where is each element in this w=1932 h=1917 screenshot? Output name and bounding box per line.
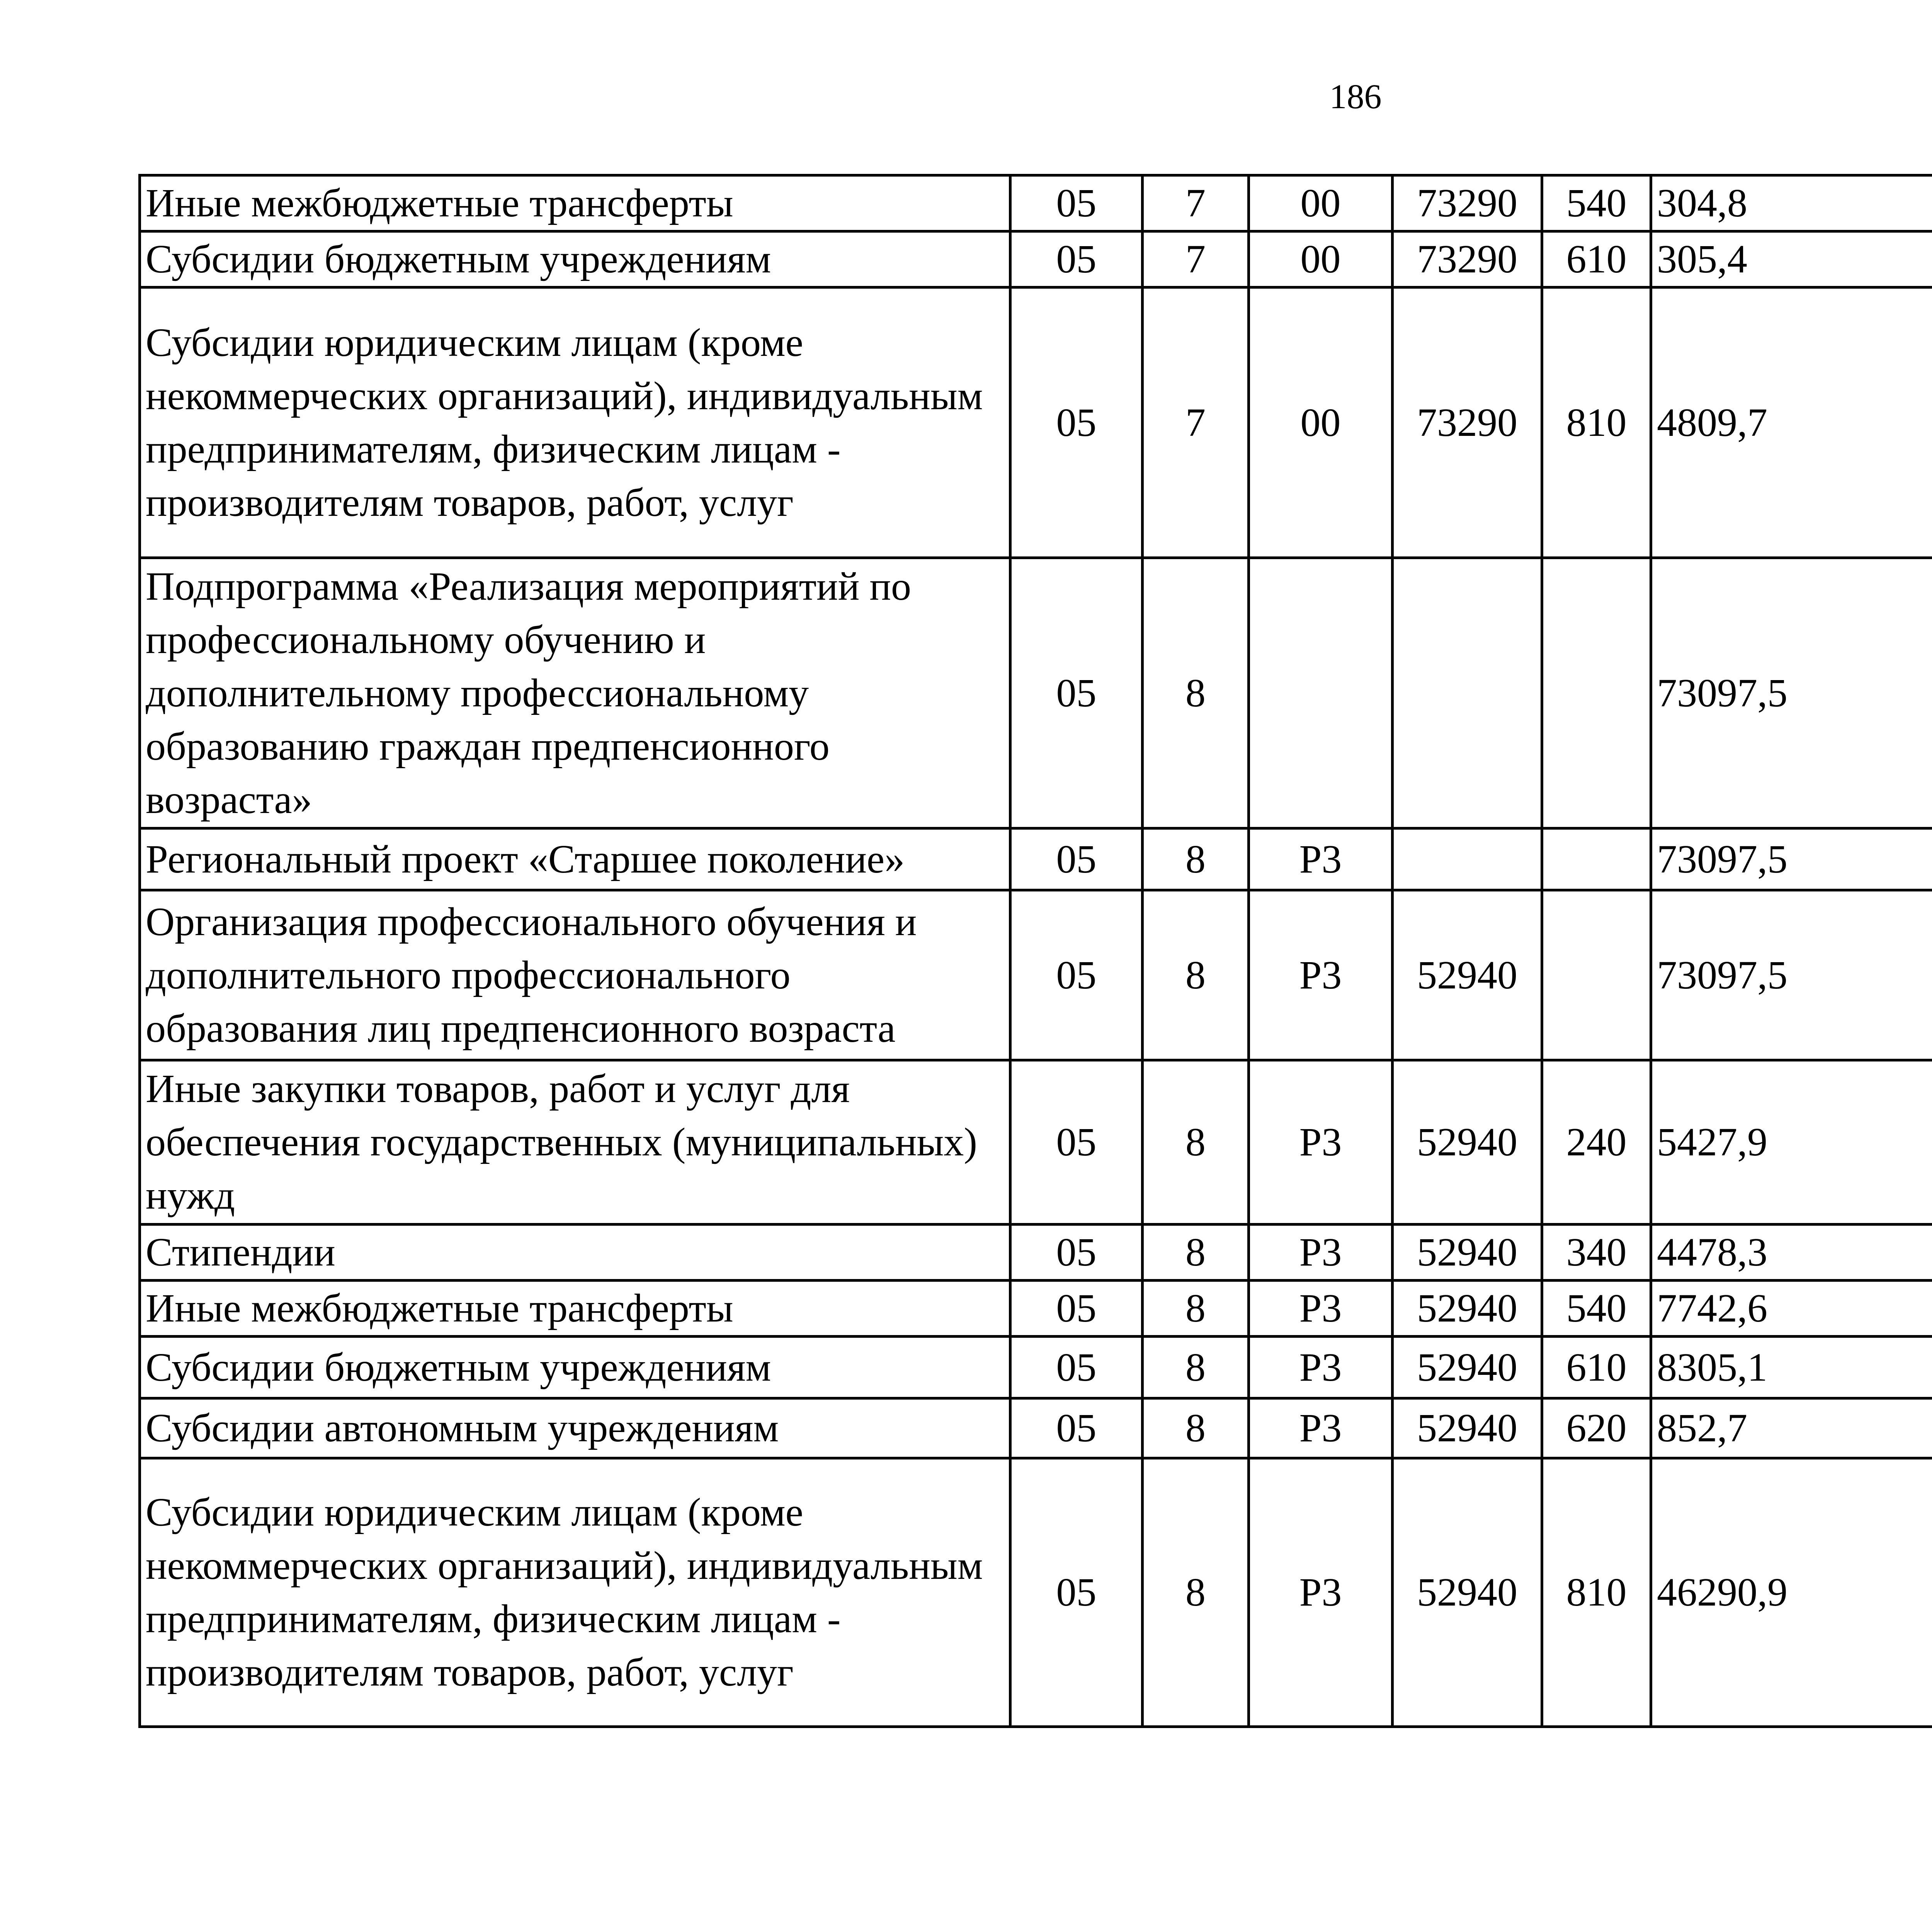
section-code-cell: 05 — [1010, 890, 1143, 1060]
table-row — [140, 828, 1932, 890]
table-row — [140, 890, 1932, 1060]
row-name-cell: Подпрограмма «Реализация мероприятий по профессиональному обучению и дополнительному профессиональному образованию граждан предпенсионного возраста» — [140, 558, 1010, 828]
direction-code-cell: 52940 — [1393, 890, 1542, 1060]
subsection-code-cell: 8 — [1143, 1337, 1249, 1398]
row-name-cell: Субсидии автономным учреждениям — [140, 1398, 1010, 1458]
table-row — [140, 1337, 1932, 1398]
table-row — [140, 1281, 1932, 1337]
amount-year1-cell: 46290,9 — [1651, 1458, 1932, 1727]
expense-type-cell: 810 — [1542, 1458, 1651, 1727]
program-code-cell: Р3 — [1249, 1458, 1393, 1727]
amount-year1-cell: 4478,3 — [1651, 1225, 1932, 1281]
direction-code-cell: 52940 — [1393, 1398, 1542, 1458]
row-name-cell: Региональный проект «Старшее поколение» — [140, 828, 1010, 890]
expense-type-cell — [1542, 828, 1651, 890]
row-name-cell: Субсидии юридическим лицам (кроме некоммерческих организаций), индивидуальным предпринимателям, физическим лицам - производителям товаров, работ, услуг — [140, 1458, 1010, 1727]
page-number: 186 — [1329, 78, 1382, 116]
subsection-code-cell: 8 — [1143, 890, 1249, 1060]
program-code-cell: Р3 — [1249, 1060, 1393, 1225]
expense-type-cell: 540 — [1542, 1281, 1651, 1337]
section-code-cell: 05 — [1010, 1398, 1143, 1458]
subsection-code-cell: 8 — [1143, 1458, 1249, 1727]
section-code-cell: 05 — [1010, 175, 1143, 231]
expense-type-cell: 610 — [1542, 231, 1651, 287]
row-name-cell: Организация профессионального обучения и дополнительного профессионального образования лиц предпенсионного возраста — [140, 890, 1010, 1060]
row-name-cell: Стипендии — [140, 1225, 1010, 1281]
direction-code-cell: 52940 — [1393, 1337, 1542, 1398]
subsection-code-cell: 7 — [1143, 175, 1249, 231]
table-row — [140, 231, 1932, 287]
program-code-cell: Р3 — [1249, 828, 1393, 890]
subsection-code-cell: 7 — [1143, 287, 1249, 558]
expense-type-cell: 810 — [1542, 287, 1651, 558]
amount-year1-cell: 5427,9 — [1651, 1060, 1932, 1225]
expense-type-cell: 240 — [1542, 1060, 1651, 1225]
program-code-cell: 00 — [1249, 231, 1393, 287]
subsection-code-cell: 7 — [1143, 231, 1249, 287]
row-name-cell: Иные межбюджетные трансферты — [140, 1281, 1010, 1337]
row-name-cell: Субсидии бюджетным учреждениям — [140, 231, 1010, 287]
section-code-cell: 05 — [1010, 287, 1143, 558]
expense-type-cell: 340 — [1542, 1225, 1651, 1281]
amount-year1-cell: 73097,5 — [1651, 890, 1932, 1060]
section-code-cell: 05 — [1010, 1060, 1143, 1225]
direction-code-cell: 52940 — [1393, 1458, 1542, 1727]
section-code-cell: 05 — [1010, 558, 1143, 828]
subsection-code-cell: 8 — [1143, 558, 1249, 828]
table-row — [140, 1060, 1932, 1225]
direction-code-cell: 52940 — [1393, 1060, 1542, 1225]
amount-year1-cell: 852,7 — [1651, 1398, 1932, 1458]
table-row — [140, 175, 1932, 231]
program-code-cell: 00 — [1249, 175, 1393, 231]
subsection-code-cell: 8 — [1143, 828, 1249, 890]
expense-type-cell: 540 — [1542, 175, 1651, 231]
row-name-cell: Иные закупки товаров, работ и услуг для обеспечения государственных (муниципальных) нужд — [140, 1060, 1010, 1225]
table-row — [140, 1398, 1932, 1458]
amount-year1-cell: 7742,6 — [1651, 1281, 1932, 1337]
row-name-cell: Иные межбюджетные трансферты — [140, 175, 1010, 231]
amount-year1-cell: 8305,1 — [1651, 1337, 1932, 1398]
program-code-cell: Р3 — [1249, 1281, 1393, 1337]
table-row — [140, 287, 1932, 558]
section-code-cell: 05 — [1010, 828, 1143, 890]
program-code-cell: Р3 — [1249, 890, 1393, 1060]
expense-type-cell — [1542, 890, 1651, 1060]
section-code-cell: 05 — [1010, 1281, 1143, 1337]
direction-code-cell — [1393, 558, 1542, 828]
table-row — [140, 1225, 1932, 1281]
table-row — [140, 1458, 1932, 1727]
amount-year1-cell: 73097,5 — [1651, 828, 1932, 890]
direction-code-cell: 73290 — [1393, 231, 1542, 287]
direction-code-cell: 73290 — [1393, 175, 1542, 231]
subsection-code-cell: 8 — [1143, 1060, 1249, 1225]
program-code-cell: Р3 — [1249, 1225, 1393, 1281]
budget-table — [138, 174, 1932, 1728]
direction-code-cell — [1393, 828, 1542, 890]
expense-type-cell: 620 — [1542, 1398, 1651, 1458]
subsection-code-cell: 8 — [1143, 1225, 1249, 1281]
row-name-cell: Субсидии юридическим лицам (кроме некоммерческих организаций), индивидуальным предпринимателям, физическим лицам - производителям товаров, работ, услуг — [140, 287, 1010, 558]
subsection-code-cell: 8 — [1143, 1398, 1249, 1458]
program-code-cell: 00 — [1249, 287, 1393, 558]
section-code-cell: 05 — [1010, 1337, 1143, 1398]
amount-year1-cell: 304,8 — [1651, 175, 1932, 231]
amount-year1-cell: 73097,5 — [1651, 558, 1932, 828]
direction-code-cell: 73290 — [1393, 287, 1542, 558]
section-code-cell: 05 — [1010, 231, 1143, 287]
expense-type-cell — [1542, 558, 1651, 828]
amount-year1-cell: 305,4 — [1651, 231, 1932, 287]
program-code-cell: Р3 — [1249, 1337, 1393, 1398]
program-code-cell: Р3 — [1249, 1398, 1393, 1458]
section-code-cell: 05 — [1010, 1225, 1143, 1281]
table-row — [140, 558, 1932, 828]
section-code-cell: 05 — [1010, 1458, 1143, 1727]
direction-code-cell: 52940 — [1393, 1225, 1542, 1281]
expense-type-cell: 610 — [1542, 1337, 1651, 1398]
subsection-code-cell: 8 — [1143, 1281, 1249, 1337]
direction-code-cell: 52940 — [1393, 1281, 1542, 1337]
row-name-cell: Субсидии бюджетным учреждениям — [140, 1337, 1010, 1398]
amount-year1-cell: 4809,7 — [1651, 287, 1932, 558]
program-code-cell — [1249, 558, 1393, 828]
